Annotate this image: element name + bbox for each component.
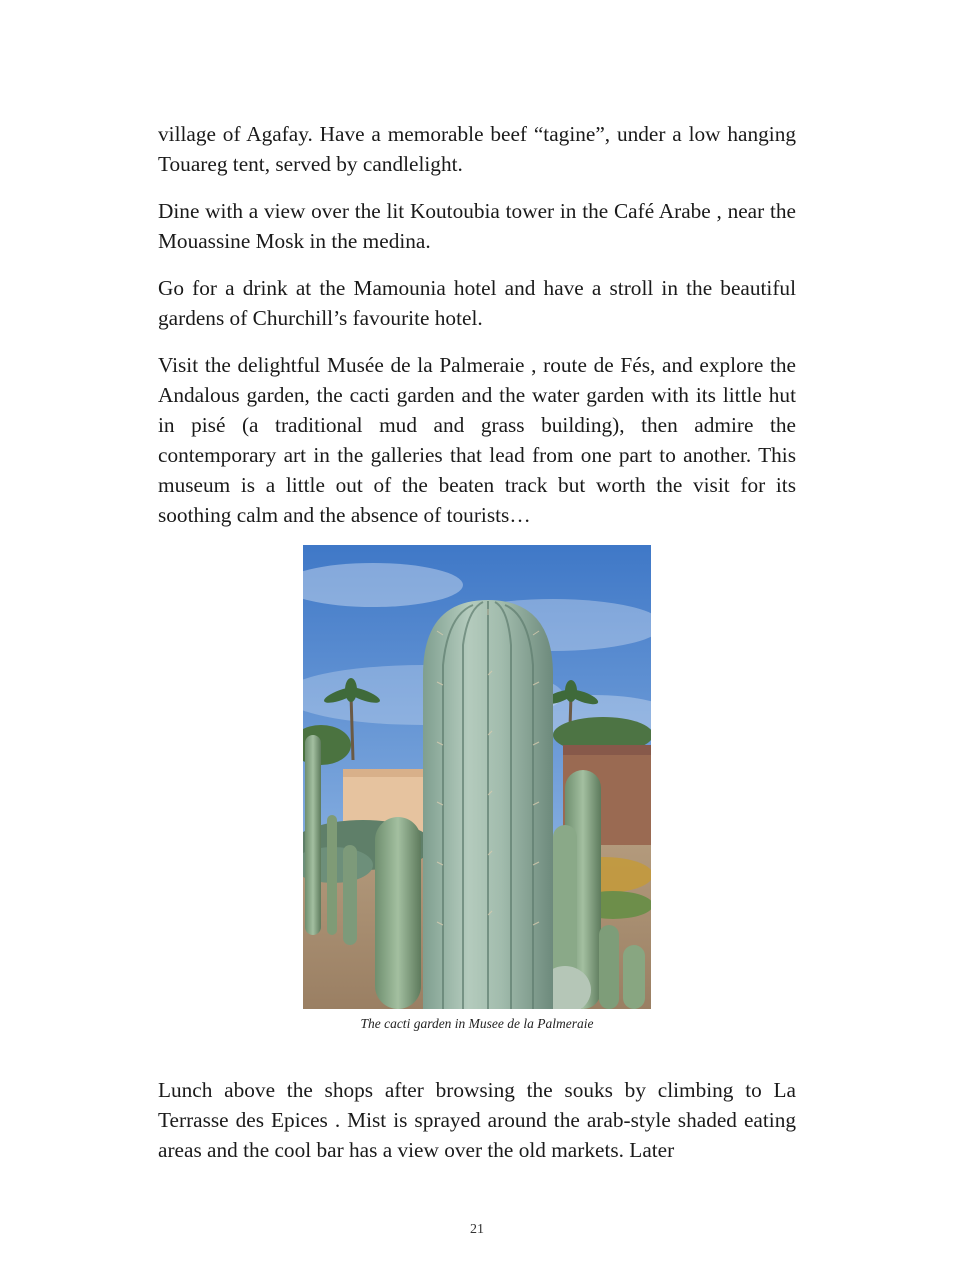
building-roof	[343, 769, 433, 777]
paragraph-musee-palmeraie: Visit the delightful Musée de la Palmeraie , route de Fés, and explore the Andalous garden, the cacti garden and the water garden with its little hut in pisé (a traditional mud and grass building), then admire the contemporary art in the galleries that lead from one part to another. This museum is a little out of the beaten track but worth the visit for its soothing calm and the absence of tourists…	[158, 353, 796, 527]
wall-top	[563, 745, 651, 755]
figure-caption: The cacti garden in Musee de la Palmeraie	[360, 1016, 594, 1031]
cactus-small	[599, 925, 619, 1009]
cactus-small	[327, 815, 337, 935]
body-text-bottom	[158, 1075, 796, 1182]
cactus-photo	[303, 545, 651, 1009]
paragraph-agafay: village of Agafay. Have a memorable beef “tagine”, under a low hanging Touareg tent, served by candlelight.	[158, 122, 796, 176]
page-number: 21	[470, 1222, 484, 1237]
paragraph-mamounia: Go for a drink at the Mamounia hotel and have a stroll in the beautiful gardens of Churchill’s favourite hotel.	[158, 276, 796, 330]
cactus-left	[375, 817, 421, 1009]
palm-trunk	[351, 695, 353, 760]
body-text-top	[158, 119, 796, 547]
paragraph-terrasse-epices: Lunch above the shops after browsing the souks by climbing to La Terrasse des Epices . Mist is sprayed around the arab-style shaded eating areas and the cool bar has a view over the old markets. Later	[158, 1078, 796, 1162]
cactus-small	[343, 845, 357, 945]
cactus-small	[305, 735, 321, 935]
cactus-small	[623, 945, 645, 1009]
paragraph-cafe-arabe: Dine with a view over the lit Koutoubia tower in the Café Arabe , near the Mouassine Mosk in the medina.	[158, 199, 796, 253]
